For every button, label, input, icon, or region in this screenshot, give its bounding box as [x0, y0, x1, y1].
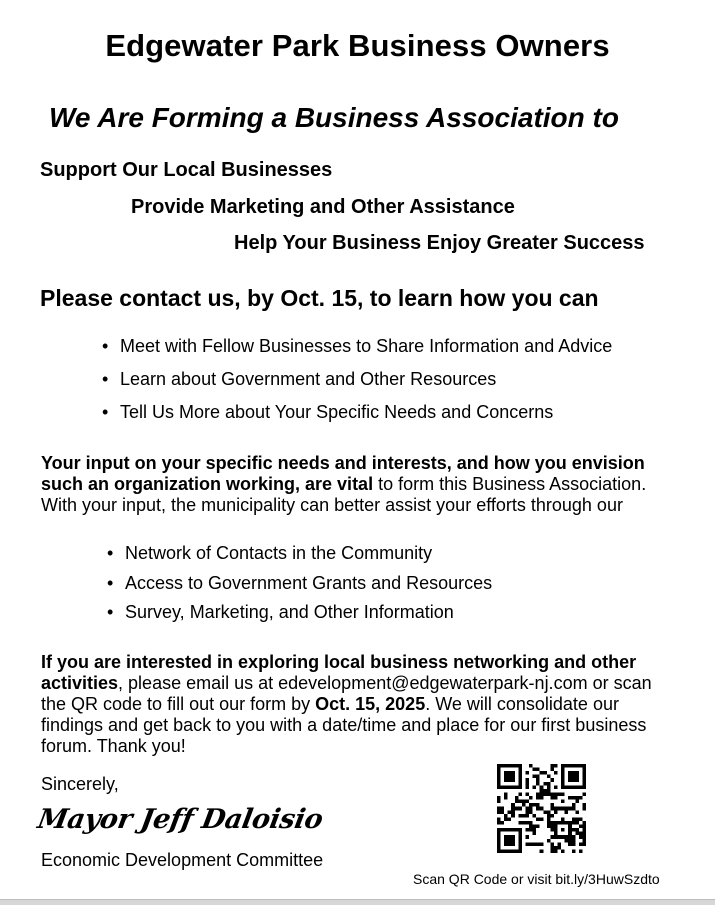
bullet-icon: • [107, 543, 114, 563]
committee-name: Economic Development Committee [41, 850, 324, 870]
action-text: Learn about Government and Other Resources [120, 369, 497, 389]
flyer-subtitle: We Are Forming a Business Association to [49, 102, 619, 133]
input-paragraph [41, 453, 681, 516]
input-emphasis: Your input on your specific needs and interests, and how you envision such an organization working, are vital [41, 453, 645, 494]
offering-text: Survey, Marketing, and Other Information [125, 602, 454, 622]
page-bottom-edge [0, 899, 715, 905]
closing-text: , please email us at edevelopment@edgewaterpark-nj.com or scan the QR code to fill out our form by [41, 673, 652, 714]
qr-caption: Scan QR Code or visit bit.ly/3HuwSzdto [413, 871, 660, 887]
deadline-date: Oct. 15, 2025 [315, 694, 426, 714]
input-text: to form this Business Association. With your input, the municipality can better assist your efforts through our [41, 474, 647, 515]
offering-list [107, 543, 493, 632]
offering-text: Access to Government Grants and Resources [125, 572, 493, 593]
list-item [107, 572, 493, 603]
bullet-icon: • [102, 402, 109, 422]
sign-off: Sincerely, [41, 774, 119, 794]
action-text: Meet with Fellow Businesses to Share Information and Advice [120, 336, 613, 356]
bullet-icon: • [107, 572, 114, 593]
bullet-icon: • [102, 336, 109, 356]
qr-code-icon[interactable] [497, 764, 586, 853]
list-item [107, 602, 492, 632]
bullet-icon: • [102, 369, 109, 389]
closing-paragraph [41, 652, 681, 757]
list-item [107, 543, 492, 573]
goal-success: Help Your Business Enjoy Greater Success [234, 232, 645, 254]
flyer-title: Edgewater Park Business Owners [105, 28, 610, 63]
signature: Mayor Jeff Daloisio [35, 804, 326, 835]
closing-emphasis: If you are interested in exploring local business networking and other activities [41, 652, 637, 693]
closing-text-end: . We will consolidate our findings and get back to you with a date/time and place for our first business forum. Thank you! [41, 694, 647, 756]
offering-text: Network of Contacts in the Community [125, 543, 433, 563]
goal-support: Support Our Local Businesses [40, 159, 333, 181]
action-text: Tell Us More about Your Specific Needs and Concerns [120, 402, 554, 422]
bullet-icon: • [107, 602, 114, 622]
list-item [102, 336, 613, 369]
list-item [102, 369, 612, 402]
action-list [102, 336, 613, 435]
goal-marketing: Provide Marketing and Other Assistance [131, 196, 515, 218]
list-item [102, 402, 612, 435]
contact-heading: Please contact us, by Oct. 15, to learn how you can [40, 285, 599, 311]
